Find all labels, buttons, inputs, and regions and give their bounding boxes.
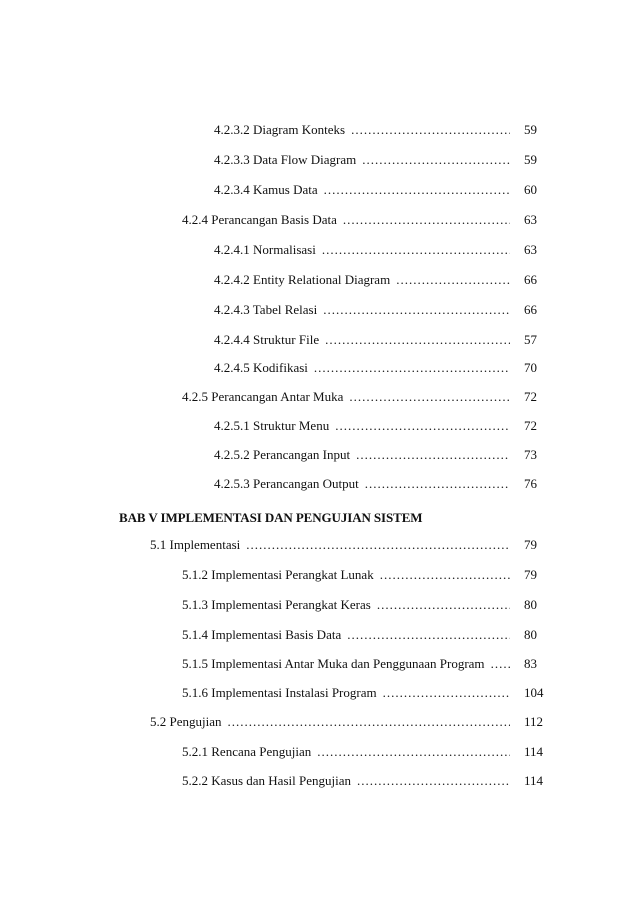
toc-entry-text: 4.2.3.3 Data Flow Diagram (214, 152, 357, 167)
toc-page-number: 80 (524, 597, 537, 612)
toc-page-number: 59 (524, 122, 537, 137)
toc-entry (214, 120, 510, 140)
toc-dot-leader (347, 625, 510, 645)
chapter-heading: BAB V IMPLEMENTASI DAN PENGUJIAN SISTEM (119, 510, 423, 525)
toc-entry (214, 358, 510, 378)
toc-page-number: 66 (524, 272, 537, 287)
toc-dot-leader (362, 150, 510, 170)
toc-dot-leader (380, 565, 510, 585)
toc-entry (214, 445, 510, 465)
toc-dot-leader (317, 742, 510, 762)
toc-dot-leader (324, 180, 510, 200)
toc-dot-leader (357, 771, 510, 791)
toc-row (0, 270, 638, 290)
toc-page-number: 112 (524, 714, 544, 729)
toc-row (0, 654, 638, 674)
toc-entry-text: 4.2.4.1 Normalisasi (214, 242, 316, 257)
toc-dot-leader (343, 210, 510, 230)
toc-row (0, 300, 638, 320)
toc-row (0, 595, 638, 615)
toc-dot-leader (335, 416, 510, 436)
toc-row (0, 474, 638, 494)
toc-page-number: 114 (524, 773, 544, 788)
toc-entry (214, 416, 510, 436)
toc-page-number: 70 (524, 360, 537, 375)
toc-entry (182, 742, 510, 762)
toc-entry-text: 5.1.5 Implementasi Antar Muka dan Penggunaan Program (182, 656, 485, 671)
toc-page-number: 114 (524, 744, 544, 759)
toc-entry-text: 4.2.5.3 Perancangan Output (214, 476, 359, 491)
toc-entry (182, 595, 510, 615)
toc-entry-text: 4.2.4.2 Entity Relational Diagram (214, 272, 391, 287)
toc-page-number: 60 (524, 182, 537, 197)
toc-entry (150, 535, 510, 555)
toc-entry (214, 240, 510, 260)
toc-row (0, 625, 638, 645)
toc-row (0, 445, 638, 465)
toc-row (0, 771, 638, 791)
toc-row (0, 240, 638, 260)
toc-entry-text: 4.2.4.3 Tabel Relasi (214, 302, 318, 317)
toc-entry-text: 4.2.5 Perancangan Antar Muka (182, 389, 344, 404)
toc-page-number: 72 (524, 418, 537, 433)
toc-row (0, 712, 638, 732)
toc-entry (214, 330, 510, 350)
toc-page-number: 66 (524, 302, 537, 317)
toc-row (0, 210, 638, 230)
toc-page-number: 63 (524, 212, 537, 227)
toc-row (0, 330, 638, 350)
toc-row (0, 120, 638, 140)
toc-dot-leader (349, 387, 510, 407)
toc-entry-text: 5.1.2 Implementasi Perangkat Lunak (182, 567, 374, 582)
toc-dot-leader (377, 595, 510, 615)
toc-page-number: 63 (524, 242, 537, 257)
toc-row (0, 416, 638, 436)
toc-entry-text: 4.2.5.1 Struktur Menu (214, 418, 330, 433)
toc-entry (214, 150, 510, 170)
toc-entry (182, 771, 510, 791)
toc-entry-text: 5.2.1 Rencana Pengujian (182, 744, 312, 759)
toc-dot-leader (396, 270, 510, 290)
toc-entry-text: 5.1.3 Implementasi Perangkat Keras (182, 597, 371, 612)
toc-dot-leader (323, 300, 510, 320)
toc-row (0, 358, 638, 378)
toc-dot-leader (314, 358, 510, 378)
toc-row (0, 565, 638, 585)
toc-dot-leader (322, 240, 510, 260)
toc-entry (182, 625, 510, 645)
toc-entry (182, 387, 510, 407)
toc-entry (150, 712, 510, 732)
toc-page-number: 83 (524, 656, 537, 671)
toc-entry-text: 4.2.5.2 Perancangan Input (214, 447, 351, 462)
toc-entry-text: 4.2.4 Perancangan Basis Data (182, 212, 337, 227)
toc-row (0, 180, 638, 200)
toc-row (0, 387, 638, 407)
toc-entry (182, 210, 510, 230)
toc-entry (214, 474, 510, 494)
toc-page-number: 79 (524, 537, 537, 552)
toc-dot-leader (325, 330, 510, 350)
toc-row (0, 150, 638, 170)
toc-dot-leader (365, 474, 510, 494)
toc-page-number: 72 (524, 389, 537, 404)
toc-dot-leader (246, 535, 510, 555)
toc-entry-text: 4.2.3.2 Diagram Konteks (214, 122, 346, 137)
toc-row (0, 535, 638, 555)
toc-entry (214, 180, 510, 200)
toc-page-number: 79 (524, 567, 537, 582)
toc-page-number: 80 (524, 627, 537, 642)
toc-page-number: 57 (524, 332, 537, 347)
toc-page-number: 104 (524, 685, 544, 700)
toc-entry-text: 5.2 Pengujian (150, 714, 222, 729)
toc-entry (214, 270, 510, 290)
toc-entry-text: 4.2.4.5 Kodifikasi (214, 360, 308, 375)
toc-entry-text: 4.2.4.4 Struktur File (214, 332, 320, 347)
toc-entry-text: 5.1 Implementasi (150, 537, 241, 552)
toc-dot-leader (228, 712, 511, 732)
toc-dot-leader (356, 445, 510, 465)
toc-entry-text: 5.1.6 Implementasi Instalasi Program (182, 685, 377, 700)
toc-page-number: 73 (524, 447, 537, 462)
toc-dot-leader (491, 654, 510, 674)
toc-dot-leader (351, 120, 510, 140)
toc-entry (182, 683, 510, 703)
toc-entry (214, 300, 510, 320)
toc-entry-text: 5.2.2 Kasus dan Hasil Pengujian (182, 773, 351, 788)
toc-entry (182, 565, 510, 585)
toc-row (0, 742, 638, 762)
toc-row (0, 683, 638, 703)
toc-page-number: 59 (524, 152, 537, 167)
toc-entry-text: 5.1.4 Implementasi Basis Data (182, 627, 342, 642)
toc-entry-text: 4.2.3.4 Kamus Data (214, 182, 318, 197)
toc-entry (182, 654, 510, 674)
toc-page-number: 76 (524, 476, 537, 491)
toc-dot-leader (383, 683, 510, 703)
